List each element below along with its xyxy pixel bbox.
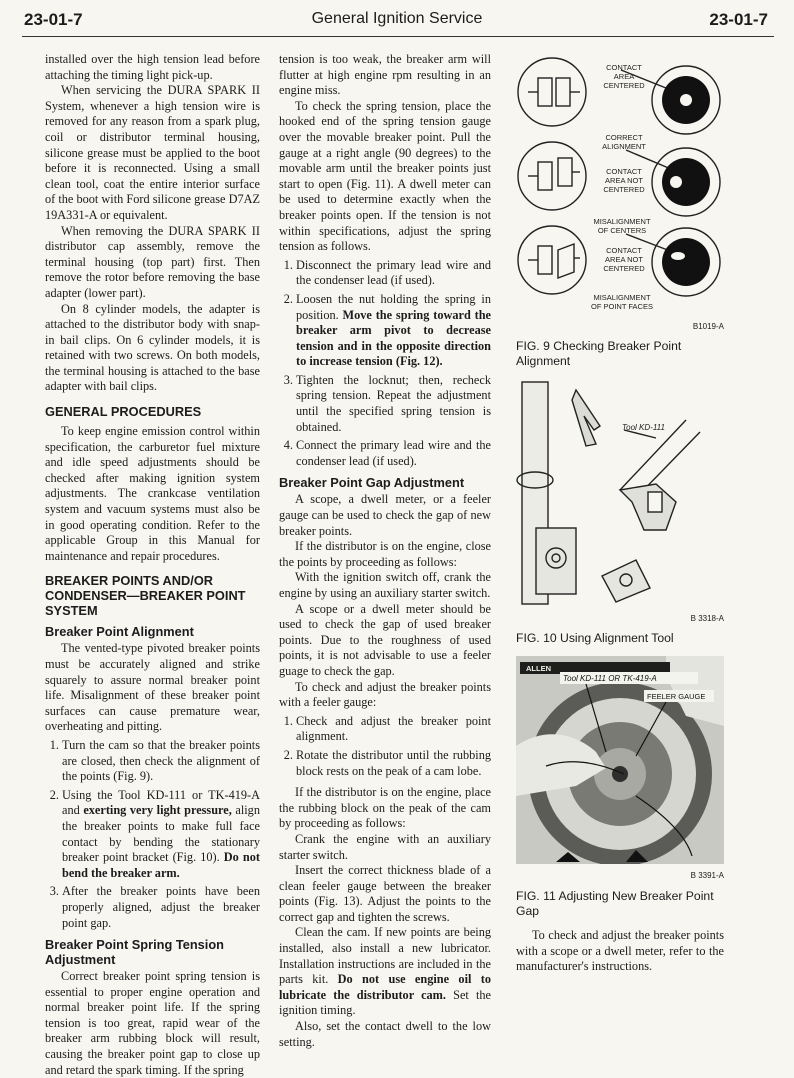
label-contact-area-not-centered: AREA NOT bbox=[605, 176, 643, 185]
figure-10 bbox=[516, 380, 724, 646]
paragraph: Correct breaker point spring tension is essential to proper engine operation and normal breaker point life. If the spring tension is too great, rapid wear of the breaker arm rubbing block will result, causing the breaker point gap to close up and retard the spark timing. If the spring bbox=[45, 969, 260, 1077]
label-contact-area-not-centered: CONTACT bbox=[606, 246, 642, 255]
paragraph: With the ignition switch off, crank the engine by using an auxiliary starter switch. bbox=[279, 570, 491, 600]
label-contact-area-not-centered: CENTERED bbox=[603, 264, 645, 273]
paragraph: Crank the engine with an auxiliary starter switch. bbox=[279, 831, 491, 862]
label-misalignment-centers: OF CENTERS bbox=[597, 226, 647, 235]
label-contact-area: AREA bbox=[613, 72, 635, 81]
paragraph: If the distributor is on the engine, place the rubbing block on the peak of the cam by proceeding as follows: bbox=[279, 785, 491, 831]
paragraph: To check and adjust the breaker points with a feeler gauge: bbox=[279, 679, 491, 710]
label-contact-area: CONTACT bbox=[606, 63, 642, 72]
text-bold: Move the spring toward the breaker arm pivot to decrease tension and in the opposite direction to increase tension (Fig. 12). bbox=[296, 307, 492, 369]
feeler-gauge-photo bbox=[516, 656, 724, 864]
figure-9 bbox=[516, 52, 724, 368]
column-middle bbox=[279, 52, 491, 1050]
paragraph: installed over the high tension lead before attaching the timing light pick-up. bbox=[45, 52, 260, 82]
column-right bbox=[516, 52, 724, 975]
page-header bbox=[0, 10, 794, 36]
list-item: 3. After the breaker points have been properly aligned, adjust the breaker point gap. bbox=[62, 884, 260, 931]
page-number-right: 23-01-7 bbox=[709, 10, 768, 29]
list-item bbox=[62, 788, 260, 882]
label-contact-area-not-centered: AREA NOT bbox=[605, 255, 643, 264]
label-correct-alignment: ALIGNMENT bbox=[602, 142, 646, 151]
figure-code: B1019-A bbox=[692, 321, 724, 331]
list-item: 3. Tighten the locknut; then, recheck spring tension. Repeat the adjustment until the specified spring tension is obtained. bbox=[296, 373, 491, 435]
label-contact-area-not-centered: CENTERED bbox=[603, 185, 645, 194]
text: Using the Tool KD-111 or TK-419-A and bbox=[62, 787, 260, 818]
tool-label: Tool KD-111 OR TK-419-A bbox=[563, 673, 657, 683]
list-item: 1. Disconnect the primary lead wire and the condenser lead (if used). bbox=[296, 258, 491, 289]
paragraph: tension is too weak, the breaker arm will flutter at high engine rpm resulting in an engine miss. bbox=[279, 52, 491, 98]
paragraph: On 8 cylinder models, the adapter is attached to the distributor body with snap-in bail clips. On 6 cylinder models, it is retained with two screws. On both models, the terminal housing is attached to the base adapter with bail clips. bbox=[45, 301, 260, 394]
text: Loosen the nut holding the spring in position. bbox=[296, 291, 491, 322]
header-rule bbox=[22, 36, 774, 37]
list-item: 1. Check and adjust the breaker point alignment. bbox=[296, 714, 491, 745]
figure-11 bbox=[516, 656, 724, 918]
label-contact-area: CENTERED bbox=[603, 81, 645, 90]
figure-caption: FIG. 10 Using Alignment Tool bbox=[516, 631, 674, 646]
breaker-alignment-diagram bbox=[516, 52, 724, 314]
column-left bbox=[45, 52, 260, 1078]
paragraph: When servicing the DURA SPARK II System, whenever a high tension wire is removed for any reason from a spark plug, coil or distributor terminal housing, silicone grease must be applied to the boot before it is reconnected. Using a small clean tool, coat the entire interior surface of the boot with Ford silicone grease D7AZ 19A331-A or equivalent. bbox=[45, 83, 260, 222]
list-item: 4. Connect the primary lead wire and the condenser lead (if used). bbox=[296, 438, 491, 469]
heading-breaker-point-alignment: Breaker Point Alignment bbox=[45, 624, 194, 640]
list-item: 1. Turn the cam so that the breaker points are closed, then check the alignment of the points (Fig. 9). bbox=[62, 738, 260, 785]
alignment-steps bbox=[45, 738, 260, 931]
figure-caption: FIG. 9 Checking Breaker Point Alignment bbox=[516, 339, 682, 368]
heading-spring-tension: Breaker Point Spring Tension Adjustment bbox=[45, 937, 224, 968]
paragraph bbox=[279, 925, 491, 1019]
paragraph: Insert the correct thickness blade of a clean feeler gauge between the breaker points (Fig. 13). Adjust the points to the correct gap and tighten the screws. bbox=[279, 863, 491, 924]
label-contact-area-not-centered: CONTACT bbox=[606, 167, 642, 176]
spring-tension-steps bbox=[279, 258, 491, 470]
gap-steps bbox=[279, 714, 491, 779]
list-item: 2. Rotate the distributor until the rubbing block rests on the peak of a cam lobe. bbox=[296, 748, 491, 779]
paragraph: To check and adjust the breaker points with a scope or a dwell meter, refer to the manufacturer's instructions. bbox=[516, 928, 724, 974]
paragraph: To keep engine emission control within specification, the carburetor fuel mixture and idle speed adjustments should be checked after making ignition system adjustments. The crankcase ventilation system and vacuum systems must also be in good operating condition. Refer to the applicable Group in this Manual for maintenance and repair procedures. bbox=[45, 424, 260, 563]
paragraph: If the distributor is on the engine, close the points by proceeding as follows: bbox=[279, 539, 491, 569]
text-bold: Do not bend the breaker arm. bbox=[62, 850, 260, 880]
feeler-gauge-label: FEELER GAUGE bbox=[647, 691, 706, 701]
text: Clean the cam. If new points are being installed, also install a new lubricator. Installation instructions are included in the parts kit. bbox=[279, 925, 491, 987]
paragraph: A scope, a dwell meter, or a feeler gauge can be used to check the gap of new breaker points. bbox=[279, 492, 491, 538]
brand-label: ALLEN bbox=[526, 663, 551, 673]
page-number-left: 23-01-7 bbox=[24, 10, 83, 29]
paragraph: Also, set the contact dwell to the low setting. bbox=[279, 1019, 491, 1049]
tool-label: Tool KD-111 bbox=[622, 423, 665, 433]
text-bold: Do not use engine oil to lubricate the distributor cam. bbox=[279, 972, 492, 1002]
list-item bbox=[296, 292, 491, 370]
heading-gap-adjustment: Breaker Point Gap Adjustment bbox=[279, 475, 465, 491]
paragraph: A scope or a dwell meter should be used to check the gap of used breaker points. Due to the roughness of used points, it is not advisable to use a feeler guage to check the gap. bbox=[279, 601, 491, 678]
figure-code: B 3318-A bbox=[690, 613, 724, 623]
page-title: General Ignition Service bbox=[311, 10, 483, 27]
label-correct-alignment: CORRECT bbox=[605, 133, 643, 142]
figure-code: B 3391-A bbox=[690, 871, 724, 881]
label-misalignment-centers: MISALIGNMENT bbox=[593, 217, 651, 226]
paragraph: To check the spring tension, place the hooked end of the spring tension gauge over the movable breaker point. Pull the gauge at a right angle (90 degrees) to the movable arm until the breaker points just start to open (Fig. 11). A dwell meter can be used to determine exactly when the breaker points open. If the tension is not within specifications, adjust the spring tension as follows. bbox=[279, 98, 491, 254]
figure-caption: FIG. 11 Adjusting New Breaker Point Gap bbox=[516, 889, 714, 918]
label-misalignment-faces: MISALIGNMENT bbox=[593, 293, 651, 302]
paragraph: The vented-type pivoted breaker points must be accurately aligned and strike squarely to assure normal breaker point life. Misalignment of these breaker point surfaces can cause premature wear, overheating and pitting. bbox=[45, 641, 260, 734]
label-misalignment-faces: OF POINT FACES bbox=[591, 302, 653, 311]
paragraph: When removing the DURA SPARK II distributor cap assembly, remove the terminal housing (top part) first. Then remove the rotor before removing the base adapter (lower part). bbox=[45, 223, 260, 300]
heading-general-procedures: GENERAL PROCEDURES bbox=[45, 404, 202, 420]
alignment-tool-diagram bbox=[516, 380, 724, 606]
text: align the breaker points to make full face contact by bending the stationary breaker point bracket (Fig. 10). bbox=[62, 803, 260, 865]
text-bold: exerting very light pressure, bbox=[83, 803, 232, 818]
heading-breaker-points: BREAKER POINTS AND/OR CONDENSER—BREAKER POINT SYSTEM bbox=[45, 573, 246, 619]
text: Set the ignition timing. bbox=[279, 987, 491, 1018]
